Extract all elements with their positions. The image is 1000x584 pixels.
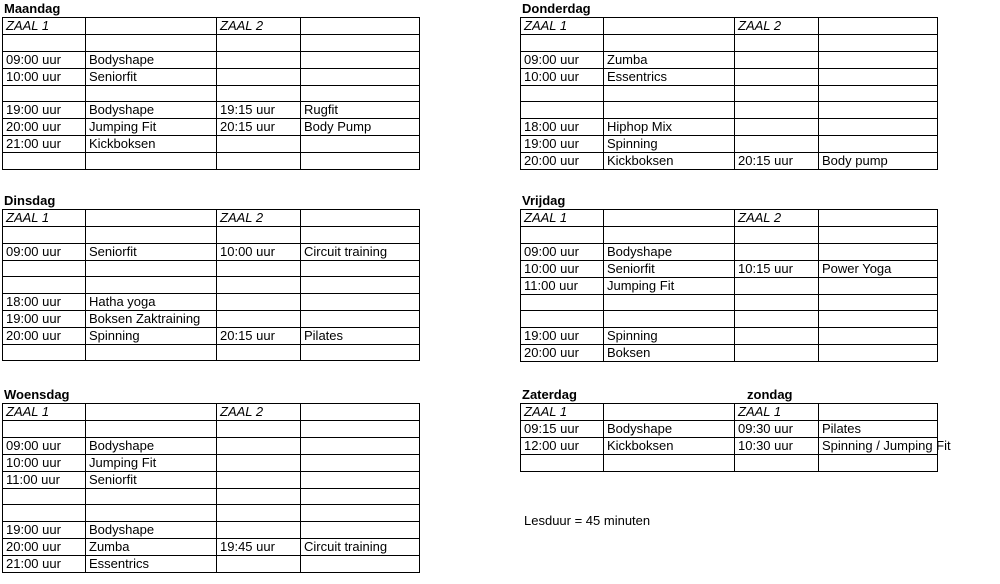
header-cell — [604, 18, 735, 35]
class-cell — [301, 227, 420, 244]
time-cell: 20:00 uur — [3, 327, 86, 344]
time-cell — [217, 227, 301, 244]
class-cell — [819, 311, 938, 328]
time-cell — [521, 102, 604, 119]
time-cell — [735, 85, 819, 102]
class-cell: Zumba — [86, 538, 217, 555]
schedule-table — [2, 403, 420, 573]
zaal-header: ZAAL 1 — [3, 210, 86, 227]
header-row — [3, 404, 420, 421]
day-donderdag — [520, 1, 938, 170]
header-row — [3, 18, 420, 35]
class-cell — [819, 227, 938, 244]
table-row — [3, 421, 420, 438]
time-cell: 10:00 uur — [521, 260, 604, 277]
table-row — [3, 471, 420, 488]
table-row — [521, 438, 938, 455]
time-cell: 19:00 uur — [521, 327, 604, 344]
table-row — [3, 538, 420, 555]
time-cell: 20:00 uur — [521, 344, 604, 361]
class-cell: Seniorfit — [86, 68, 217, 85]
time-cell — [521, 85, 604, 102]
time-cell — [3, 505, 86, 522]
time-cell: 09:00 uur — [3, 243, 86, 260]
class-cell — [604, 311, 735, 328]
day-title-zondag: zondag — [747, 387, 793, 402]
time-cell — [735, 135, 819, 152]
time-cell: 21:00 uur — [3, 555, 86, 572]
time-cell: 19:15 uur — [217, 102, 301, 119]
class-cell — [819, 118, 938, 135]
class-cell: Essentrics — [86, 555, 217, 572]
time-cell — [735, 102, 819, 119]
class-cell: Boksen Zaktraining — [86, 310, 217, 327]
class-cell — [301, 437, 420, 454]
time-cell — [217, 437, 301, 454]
time-cell — [3, 421, 86, 438]
time-cell — [217, 310, 301, 327]
class-cell — [301, 153, 420, 170]
class-cell — [604, 35, 735, 52]
time-cell: 19:00 uur — [3, 521, 86, 538]
time-cell: 19:00 uur — [521, 135, 604, 152]
time-cell — [735, 243, 819, 260]
class-cell: Circuit training — [301, 243, 420, 260]
class-cell: Power Yoga — [819, 260, 938, 277]
header-cell — [301, 18, 420, 35]
table-row — [3, 437, 420, 454]
table-row — [3, 488, 420, 505]
table-row — [521, 118, 938, 135]
time-cell: 20:15 uur — [217, 327, 301, 344]
day-weekend — [520, 387, 951, 472]
time-cell — [217, 35, 301, 52]
time-cell — [217, 488, 301, 505]
class-cell: Kickboksen — [604, 438, 735, 455]
class-cell — [819, 294, 938, 311]
class-cell: Body pump — [819, 152, 938, 169]
zaal-header: ZAAL 2 — [217, 404, 301, 421]
class-cell — [819, 455, 938, 472]
table-row — [521, 51, 938, 68]
table-row — [3, 85, 420, 102]
time-cell — [3, 344, 86, 361]
header-cell — [819, 210, 938, 227]
time-cell — [735, 344, 819, 361]
header-row — [521, 210, 938, 227]
table-row — [521, 243, 938, 260]
table-row — [3, 293, 420, 310]
class-cell: Seniorfit — [604, 260, 735, 277]
time-cell: 20:00 uur — [3, 119, 86, 136]
class-cell: Seniorfit — [86, 471, 217, 488]
time-cell: 20:15 uur — [217, 119, 301, 136]
day-title: Vrijdag — [522, 193, 566, 208]
zaal-header: ZAAL 2 — [217, 18, 301, 35]
day-woensdag — [2, 387, 420, 573]
time-cell — [735, 35, 819, 52]
class-cell: Rugfit — [301, 102, 420, 119]
class-cell: Pilates — [819, 421, 938, 438]
time-cell — [735, 327, 819, 344]
class-cell — [86, 260, 217, 277]
schedule-table — [2, 209, 420, 361]
time-cell: 10:00 uur — [217, 243, 301, 260]
table-row — [521, 135, 938, 152]
time-cell: 20:15 uur — [735, 152, 819, 169]
lesson-duration-note: Lesduur = 45 minuten — [524, 513, 651, 528]
time-cell: 10:00 uur — [3, 68, 86, 85]
time-cell: 10:30 uur — [735, 438, 819, 455]
schedule-table — [520, 209, 938, 362]
table-row — [521, 344, 938, 361]
class-cell — [819, 327, 938, 344]
table-row — [521, 68, 938, 85]
table-row — [3, 136, 420, 153]
day-dinsdag — [2, 193, 420, 361]
day-vrijdag — [520, 193, 938, 362]
time-cell: 12:00 uur — [521, 438, 604, 455]
class-cell: Spinning — [604, 135, 735, 152]
class-cell — [301, 68, 420, 85]
time-cell: 19:00 uur — [3, 310, 86, 327]
class-cell: Boksen — [604, 344, 735, 361]
class-cell: Zumba — [604, 51, 735, 68]
time-cell: 10:15 uur — [735, 260, 819, 277]
table-row — [3, 119, 420, 136]
table-row — [521, 311, 938, 328]
class-cell — [301, 277, 420, 294]
class-cell: Bodyshape — [604, 243, 735, 260]
table-row — [521, 277, 938, 294]
time-cell — [217, 68, 301, 85]
table-row — [3, 521, 420, 538]
class-cell — [819, 51, 938, 68]
class-cell — [301, 51, 420, 68]
time-cell — [521, 455, 604, 472]
time-cell — [3, 277, 86, 294]
time-cell: 18:00 uur — [521, 118, 604, 135]
class-cell — [604, 455, 735, 472]
time-cell — [217, 136, 301, 153]
zaal-header: ZAAL 1 — [3, 404, 86, 421]
table-row — [3, 51, 420, 68]
table-row — [3, 243, 420, 260]
time-cell — [3, 260, 86, 277]
day-title: Maandag — [4, 1, 61, 16]
class-cell — [604, 85, 735, 102]
time-cell — [217, 505, 301, 522]
time-cell: 21:00 uur — [3, 136, 86, 153]
class-cell — [819, 135, 938, 152]
time-cell — [3, 488, 86, 505]
time-cell — [217, 521, 301, 538]
time-cell — [3, 85, 86, 102]
class-cell — [819, 243, 938, 260]
zaal-header: ZAAL 2 — [735, 210, 819, 227]
table-row — [3, 505, 420, 522]
table-row — [521, 102, 938, 119]
time-cell — [735, 227, 819, 244]
zaal-header: ZAAL 2 — [217, 210, 301, 227]
weekend-titles — [520, 387, 939, 403]
day-title: Donderdag — [522, 1, 591, 16]
class-cell — [86, 85, 217, 102]
class-cell — [86, 277, 217, 294]
class-cell: Circuit training — [301, 538, 420, 555]
class-cell — [301, 521, 420, 538]
time-cell: 20:00 uur — [521, 152, 604, 169]
schedule-table — [520, 403, 951, 472]
table-row — [521, 455, 938, 472]
time-cell — [735, 51, 819, 68]
time-cell — [217, 293, 301, 310]
class-cell: Spinning / Jumping Fit — [819, 438, 938, 455]
class-cell: Spinning — [86, 327, 217, 344]
table-row — [521, 421, 938, 438]
class-cell — [86, 421, 217, 438]
time-cell: 18:00 uur — [3, 293, 86, 310]
time-cell: 10:00 uur — [521, 68, 604, 85]
time-cell — [217, 85, 301, 102]
header-cell — [819, 404, 938, 421]
time-cell: 09:00 uur — [521, 51, 604, 68]
class-cell — [301, 310, 420, 327]
time-cell — [3, 35, 86, 52]
class-cell: Bodyshape — [86, 102, 217, 119]
class-cell: Bodyshape — [86, 437, 217, 454]
header-row — [521, 404, 938, 421]
class-cell: Seniorfit — [86, 243, 217, 260]
class-cell — [301, 488, 420, 505]
time-cell — [735, 455, 819, 472]
time-cell — [217, 555, 301, 572]
table-row — [521, 327, 938, 344]
class-cell: Jumping Fit — [86, 454, 217, 471]
schedule-table — [520, 17, 938, 170]
class-cell — [86, 35, 217, 52]
class-cell — [301, 35, 420, 52]
time-cell — [217, 471, 301, 488]
time-cell: 11:00 uur — [521, 277, 604, 294]
time-cell — [3, 153, 86, 170]
table-row — [521, 294, 938, 311]
day-title-zaterdag: Zaterdag — [522, 387, 577, 402]
class-cell: Jumping Fit — [604, 277, 735, 294]
class-cell: Bodyshape — [86, 521, 217, 538]
zaal-header: ZAAL 1 — [521, 18, 604, 35]
class-cell: Bodyshape — [86, 51, 217, 68]
time-cell: 19:00 uur — [3, 102, 86, 119]
time-cell: 09:30 uur — [735, 421, 819, 438]
class-cell — [301, 421, 420, 438]
class-cell — [301, 136, 420, 153]
time-cell — [521, 294, 604, 311]
class-cell: Essentrics — [604, 68, 735, 85]
class-cell — [86, 488, 217, 505]
time-cell — [735, 311, 819, 328]
header-cell — [819, 18, 938, 35]
class-cell — [604, 294, 735, 311]
class-cell — [819, 344, 938, 361]
class-cell: Body Pump — [301, 119, 420, 136]
time-cell: 09:00 uur — [3, 51, 86, 68]
class-cell — [301, 471, 420, 488]
class-cell — [819, 68, 938, 85]
class-cell — [86, 505, 217, 522]
time-cell: 11:00 uur — [3, 471, 86, 488]
time-cell — [521, 311, 604, 328]
class-cell — [301, 293, 420, 310]
zaal-header: ZAAL 1 — [521, 404, 604, 421]
class-cell: Pilates — [301, 327, 420, 344]
class-cell: Jumping Fit — [86, 119, 217, 136]
class-cell — [819, 102, 938, 119]
time-cell: 09:00 uur — [521, 243, 604, 260]
header-row — [521, 18, 938, 35]
time-cell — [217, 260, 301, 277]
class-cell: Kickboksen — [604, 152, 735, 169]
class-cell — [819, 277, 938, 294]
time-cell — [3, 227, 86, 244]
header-cell — [301, 404, 420, 421]
class-cell — [819, 85, 938, 102]
table-row — [521, 35, 938, 52]
class-cell — [301, 85, 420, 102]
time-cell: 10:00 uur — [3, 454, 86, 471]
class-cell — [604, 227, 735, 244]
class-cell — [86, 153, 217, 170]
table-row — [3, 310, 420, 327]
table-row — [3, 260, 420, 277]
header-cell — [604, 404, 735, 421]
table-row — [3, 153, 420, 170]
header-cell — [301, 210, 420, 227]
zaal-header: ZAAL 1 — [735, 404, 819, 421]
table-row — [521, 152, 938, 169]
table-row — [3, 344, 420, 361]
header-cell — [604, 210, 735, 227]
header-cell — [86, 404, 217, 421]
header-row — [3, 210, 420, 227]
class-cell: Hiphop Mix — [604, 118, 735, 135]
time-cell — [217, 454, 301, 471]
table-row — [3, 35, 420, 52]
table-row — [3, 102, 420, 119]
time-cell — [217, 344, 301, 361]
time-cell — [735, 118, 819, 135]
time-cell — [217, 51, 301, 68]
class-cell — [86, 227, 217, 244]
time-cell — [217, 277, 301, 294]
schedule-table — [2, 17, 420, 170]
table-row — [521, 227, 938, 244]
zaal-header: ZAAL 1 — [521, 210, 604, 227]
class-cell — [301, 555, 420, 572]
time-cell: 09:00 uur — [3, 437, 86, 454]
table-row — [521, 260, 938, 277]
table-row — [3, 454, 420, 471]
class-cell: Bodyshape — [604, 421, 735, 438]
class-cell: Kickboksen — [86, 136, 217, 153]
header-cell — [86, 18, 217, 35]
table-row — [3, 327, 420, 344]
zaal-header: ZAAL 1 — [3, 18, 86, 35]
class-cell — [819, 35, 938, 52]
class-cell: Hatha yoga — [86, 293, 217, 310]
day-title: Dinsdag — [4, 193, 56, 208]
day-maandag — [2, 1, 420, 170]
class-cell — [301, 260, 420, 277]
class-cell — [86, 344, 217, 361]
day-title: Woensdag — [4, 387, 70, 402]
class-cell: Spinning — [604, 327, 735, 344]
time-cell: 20:00 uur — [3, 538, 86, 555]
time-cell — [735, 68, 819, 85]
class-cell — [301, 454, 420, 471]
time-cell — [217, 421, 301, 438]
time-cell — [521, 35, 604, 52]
class-cell — [301, 344, 420, 361]
table-row — [3, 227, 420, 244]
time-cell — [217, 153, 301, 170]
time-cell: 09:15 uur — [521, 421, 604, 438]
table-row — [521, 85, 938, 102]
zaal-header: ZAAL 2 — [735, 18, 819, 35]
table-row — [3, 277, 420, 294]
table-row — [3, 555, 420, 572]
time-cell — [735, 277, 819, 294]
time-cell — [735, 294, 819, 311]
time-cell: 19:45 uur — [217, 538, 301, 555]
class-cell — [301, 505, 420, 522]
table-row — [3, 68, 420, 85]
header-cell — [86, 210, 217, 227]
time-cell — [521, 227, 604, 244]
class-cell — [604, 102, 735, 119]
